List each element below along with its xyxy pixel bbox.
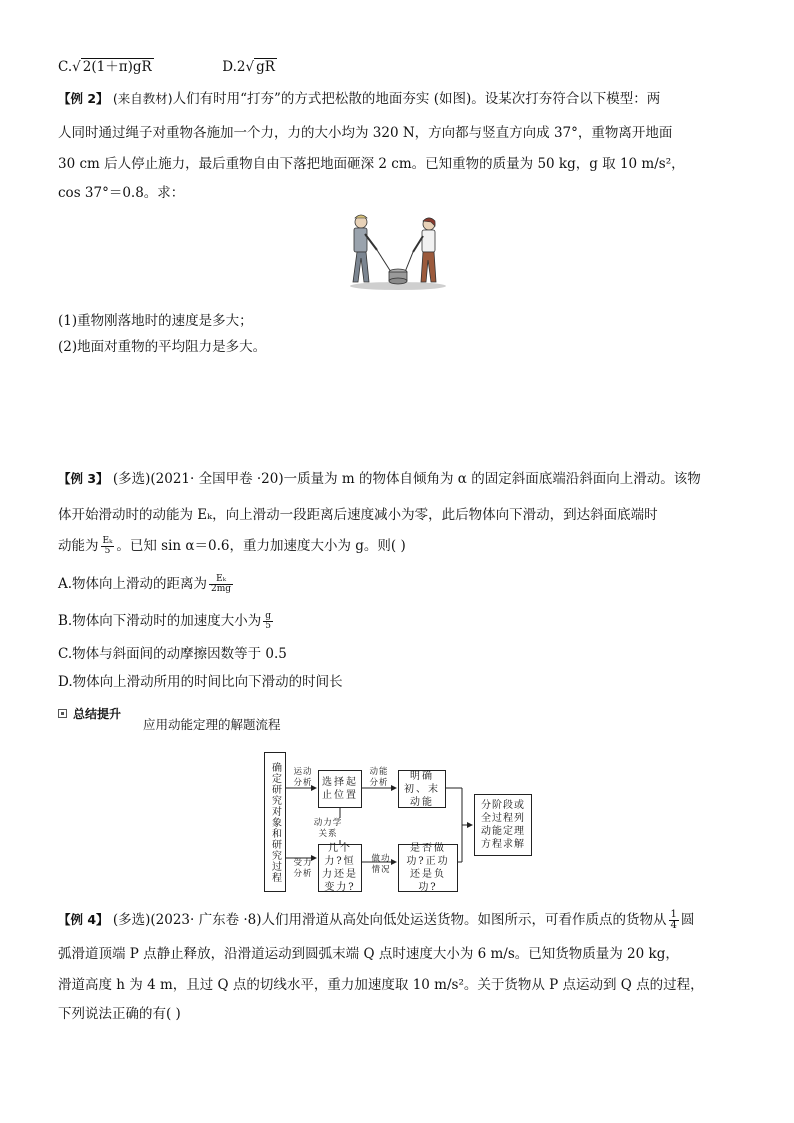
fraction-numerator: g	[265, 611, 271, 621]
example3-text3-post: 。已知 sin α＝0.6，重力加速度大小为 g。则( )	[116, 538, 406, 554]
example2-line4: cos 37°＝0.8。求：	[58, 185, 185, 201]
example4-text1-post: 圆	[680, 912, 695, 928]
example3-text3-pre: 动能为	[58, 538, 99, 554]
flow-start-box: 确定研究对象和研究过程	[264, 752, 286, 892]
example2-question2: (2)地面对重物的平均阻力是多大。	[58, 339, 267, 355]
option-c-label: C.	[58, 59, 73, 75]
option-c-expression: 2(1＋π)gR	[82, 59, 152, 75]
option-d: D.物体向上滑动所用的时间比向下滑动的时间长	[58, 674, 343, 690]
summary-icon	[58, 709, 67, 718]
flowchart	[260, 750, 540, 896]
fraction-numerator: 1	[670, 909, 677, 920]
flow-label-line: 情况	[371, 865, 391, 875]
flow-label-line: 分析	[293, 869, 313, 879]
example3-line2: 体开始滑动时的动能为 Eₖ，向上滑动一段距离后速度减小为零，此后物体向下滑动，到达斜面底端时	[58, 507, 658, 523]
flow-label-line: 关系	[318, 829, 338, 839]
example3-line1	[58, 470, 701, 488]
sqrt-symbol: √	[72, 59, 81, 75]
flow-label-work	[366, 854, 396, 876]
example2-line2: 人同时通过绳子对重物各施加一个力，力的大小均为 320 N，方向都与竖直方向成 37°，重物离开地面	[58, 125, 673, 141]
flow-label-line: 做功	[371, 854, 391, 864]
flow-final-box: 分阶段或全过程列动能定理方程求解	[474, 794, 532, 856]
sqrt-symbol: √	[245, 59, 255, 75]
fraction-numerator: Eₖ	[209, 575, 233, 585]
flow-work-box: 是否做功?正功还是负功?	[398, 844, 458, 892]
summary-title: 应用动能定理的解题流程	[143, 717, 281, 732]
flow-forces-box: 几个力?恒力还是变力?	[318, 844, 362, 892]
example4-line1	[58, 910, 694, 931]
example3-text1: (多选)(2021· 全国甲卷 ·20)一质量为 m 的物体自倾角为 α 的固定斜面底端沿斜面向上滑动。该物	[112, 471, 701, 487]
example4-text1-pre: (多选)(2023· 广东卷 ·8)人们用滑道从高处向低处运送货物。如图所示，可看作质点的货物从	[112, 912, 667, 928]
flow-label-motion	[290, 767, 316, 789]
fraction-denominator: 2mg	[211, 584, 232, 594]
example2-line1	[58, 90, 660, 108]
example2-line3: 30 cm 后人停止施力，最后重物自由下落把地面砸深 2 cm。已知重物的质量为 50 kg，g 取 10 m/s²，	[58, 156, 685, 172]
option-b	[58, 612, 275, 631]
fraction-denominator: 5	[104, 546, 111, 556]
example2-tag: 【例 2】	[58, 91, 109, 106]
flow-label-energy	[364, 767, 394, 789]
flow-label-line: 分析	[293, 778, 313, 788]
flow-label-line: 运动	[293, 767, 313, 777]
option-c-d-line	[58, 58, 277, 76]
example4-tag: 【例 4】	[58, 912, 109, 927]
example4-line3: 滑道高度 h 为 4 m，且过 Q 点的切线水平，重力加速度取 10 m/s²。关于货物从 P 点运动到 Q 点的过程，	[58, 977, 704, 993]
option-c: C.物体与斜面间的动摩擦因数等于 0.5	[58, 646, 287, 662]
option-b-text: B.物体向下滑动时的加速度大小为	[58, 613, 262, 629]
flow-clear-box: 明确初、末动能	[398, 770, 446, 808]
fraction-quarter	[669, 910, 679, 931]
flow-select-box: 选择起止位置	[318, 770, 362, 808]
example4-line4: 下列说法正确的有( )	[58, 1006, 181, 1022]
example3-line3	[58, 537, 406, 556]
tamping-illustration	[343, 210, 453, 292]
flow-label-line: 受力	[293, 858, 313, 868]
example4-line2: 弧滑道顶端 P 点静止释放，沿滑道运动到圆弧末端 Q 点时速度大小为 6 m/s。已知货物质量为 20 kg，	[58, 946, 679, 962]
flow-label-force	[290, 858, 316, 880]
option-d-expression: gR	[256, 59, 275, 75]
example2-question1: (1)重物刚落地时的速度是多大；	[58, 313, 253, 329]
flow-label-dynamics	[308, 818, 348, 840]
flow-label-line: 分析	[369, 778, 389, 788]
summary-heading: 总结提升	[73, 707, 122, 721]
flow-label-line: 动力学	[313, 818, 343, 828]
example2-text1: 人们有时用“打夯”的方式把松散的地面夯实 (如图)。设某次打夯符合以下模型：两	[172, 91, 661, 107]
option-a	[58, 575, 235, 594]
fraction-denominator: 4	[670, 920, 677, 931]
fraction-numerator: Eₖ	[102, 536, 113, 546]
example3-tag: 【例 3】	[58, 471, 109, 486]
option-d-label: D.2	[222, 59, 246, 75]
example2-source: (来自教材)	[112, 91, 173, 106]
fraction-ek-over-2mg	[209, 575, 233, 594]
flow-label-line: 动能	[369, 767, 389, 777]
fraction-ek-over-5	[101, 537, 115, 556]
fraction-denominator: 5	[265, 621, 271, 631]
option-a-text: A.物体向上滑动的距离为	[58, 576, 208, 592]
fraction-g-over-5	[263, 612, 273, 631]
